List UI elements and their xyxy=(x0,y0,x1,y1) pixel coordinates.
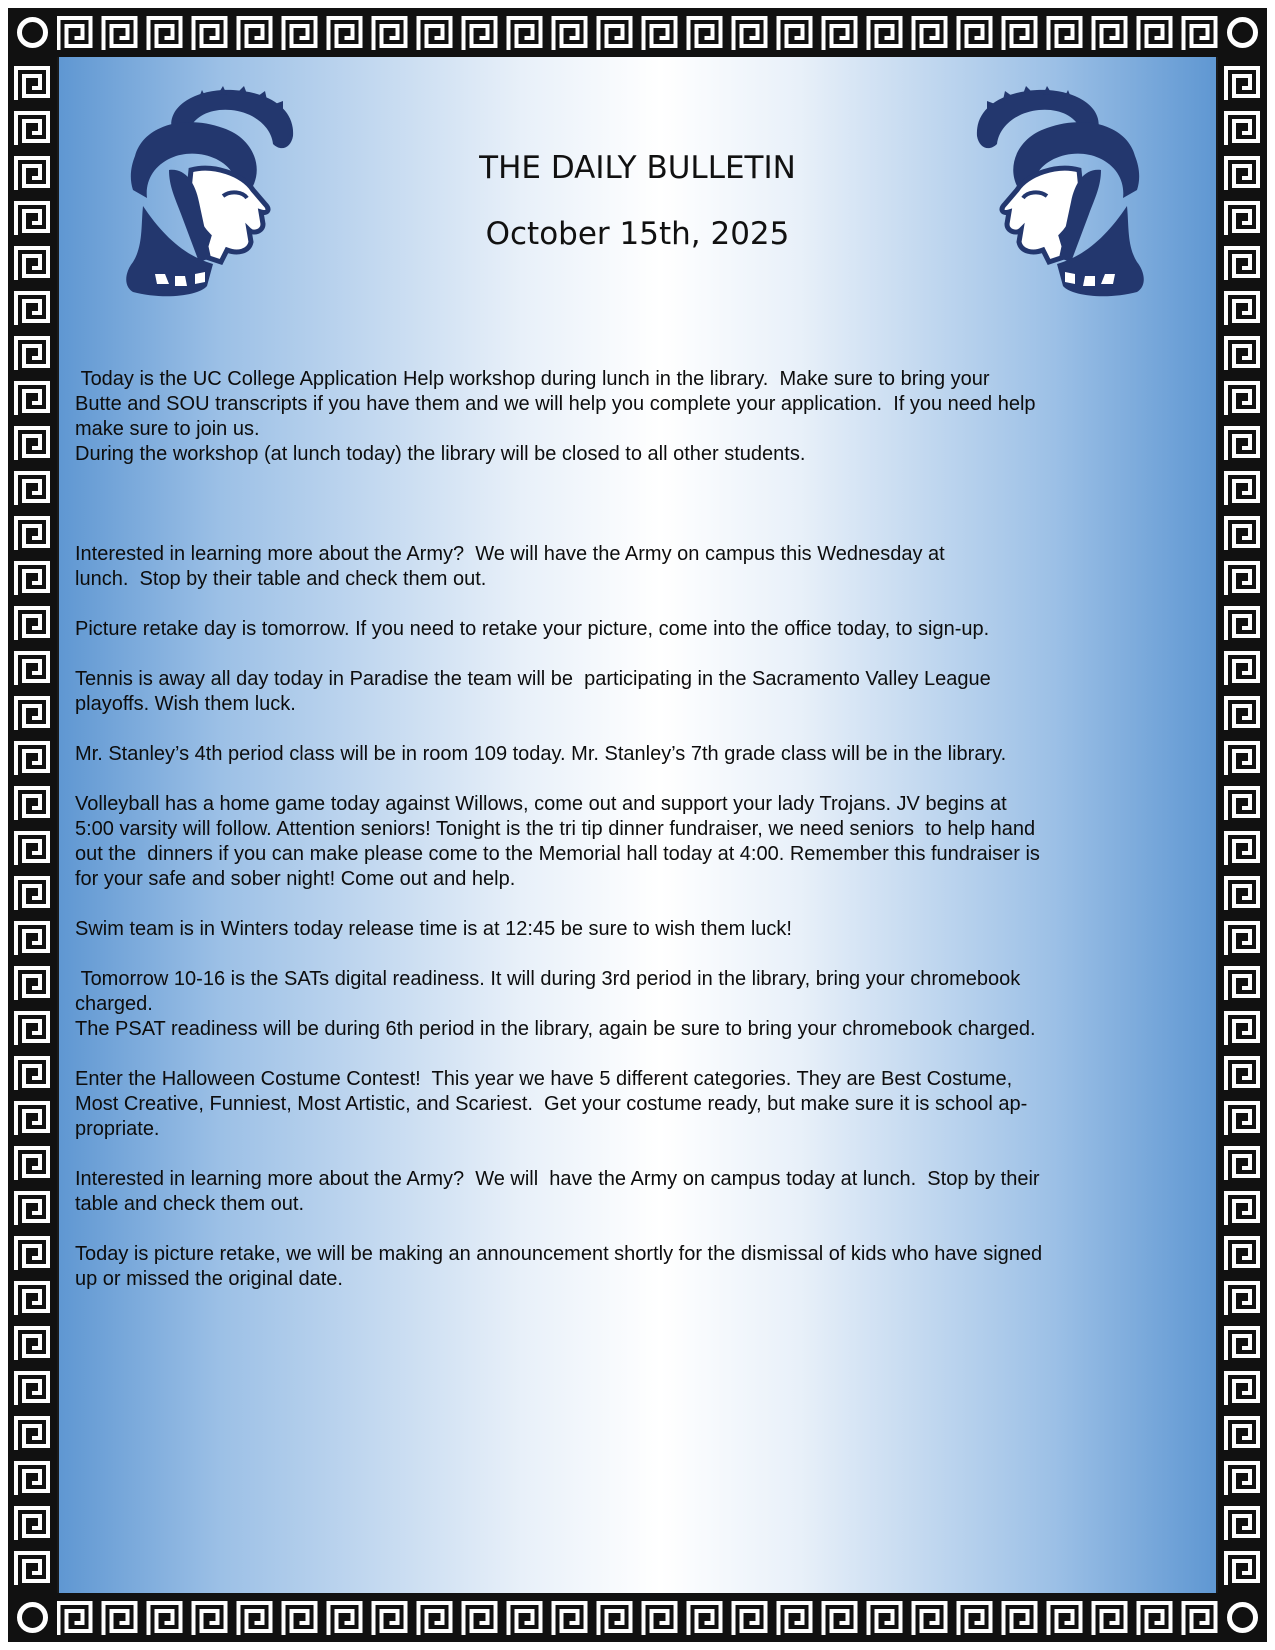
announcement-line: Picture retake day is tomorrow. If you need to retake your picture, come into the office today, to sign-up. xyxy=(75,618,990,640)
announcement-line: Interested in learning more about the Army? We will have the Army on campus today at lunch. Stop by their xyxy=(75,1168,1040,1190)
border-corner-circle-icon xyxy=(1218,8,1267,57)
announcement-line: playoffs. Wish them luck. xyxy=(75,693,296,715)
announcement-line: for your safe and sober night! Come out and help. xyxy=(75,868,516,890)
announcement-line: charged. xyxy=(75,993,153,1015)
announcement-line: 5:00 varsity will follow. Attention seniors! Tonight is the tri tip dinner fundraiser, we need seniors to help hand xyxy=(75,818,1036,840)
greek-key-border-left xyxy=(8,57,57,1593)
announcement-line: Interested in learning more about the Army? We will have the Army on campus this Wednesday at xyxy=(75,543,945,565)
announcement-halloween xyxy=(75,1067,1200,1142)
trojan-helmet-icon xyxy=(103,86,303,301)
announcement-line: Today is the UC College Application Help workshop during lunch in the library. Make sure to bring your xyxy=(75,368,990,390)
announcement-line: Enter the Halloween Costume Contest! This year we have 5 different categories. They are Best Costume, xyxy=(75,1068,1013,1090)
announcement-tennis xyxy=(75,667,1200,717)
announcement-uc-workshop xyxy=(75,367,1200,467)
announcement-volleyball xyxy=(75,792,1200,892)
announcement-line: Swim team is in Winters today release time is at 12:45 be sure to wish them luck! xyxy=(75,918,792,940)
border-corner-circle-icon xyxy=(1218,1593,1267,1642)
announcement-sat xyxy=(75,967,1200,1042)
announcement-line: up or missed the original date. xyxy=(75,1268,343,1290)
bulletin-date: October 15th, 2025 xyxy=(485,216,790,252)
announcement-line: Today is picture retake, we will be making an announcement shortly for the dismissal of kids who have signed xyxy=(75,1243,1043,1265)
announcement-line: make sure to join us. xyxy=(75,418,260,440)
announcement-stanley xyxy=(75,742,1200,767)
announcement-line: During the workshop (at lunch today) the library will be closed to all other students. xyxy=(75,443,806,465)
announcement-line: The PSAT readiness will be during 6th period in the library, again be sure to bring your chromebook charged. xyxy=(75,1018,1036,1040)
announcement-swim xyxy=(75,917,1200,942)
announcement-picture-retake-today xyxy=(75,1242,1200,1292)
announcement-army-today xyxy=(75,1167,1200,1217)
announcement-picture-retake-day xyxy=(75,617,1200,642)
announcement-line: Butte and SOU transcripts if you have them and we will help you complete your application. If you need help xyxy=(75,393,1036,415)
announcement-line: propriate. xyxy=(75,1118,160,1140)
announcement-line: Mr. Stanley’s 4th period class will be in room 109 today. Mr. Stanley’s 7th grade class will be in the library. xyxy=(75,743,1007,765)
announcement-line: Tennis is away all day today in Paradise the team will be participating in the Sacramento Valley League xyxy=(75,668,991,690)
trojan-helmet-icon xyxy=(967,86,1167,301)
announcement-line: Volleyball has a home game today against Willows, come out and support your lady Trojans. JV begins at xyxy=(75,793,1007,815)
announcement-line: Tomorrow 10-16 is the SATs digital readiness. It will during 3rd period in the library, bring your chromebook xyxy=(75,968,1021,990)
greek-key-border-bottom xyxy=(50,1593,1225,1642)
announcements xyxy=(75,367,1200,1292)
announcement-line: out the dinners if you can make please come to the Memorial hall today at 4:00. Remember this fundraiser is xyxy=(75,843,1040,865)
announcement-line: table and check them out. xyxy=(75,1193,305,1215)
border-corner-circle-icon xyxy=(8,8,57,57)
greek-key-border-top xyxy=(50,8,1225,57)
announcement-line: lunch. Stop by their table and check them out. xyxy=(75,568,487,590)
announcement-army-wednesday xyxy=(75,542,1200,592)
border-corner-circle-icon xyxy=(8,1593,57,1642)
bulletin-title: THE DAILY BULLETIN xyxy=(479,150,796,186)
greek-key-border-right xyxy=(1218,57,1267,1593)
announcement-line: Most Creative, Funniest, Most Artistic, and Scariest. Get your costume ready, but make sure it is school ap- xyxy=(75,1093,1028,1115)
